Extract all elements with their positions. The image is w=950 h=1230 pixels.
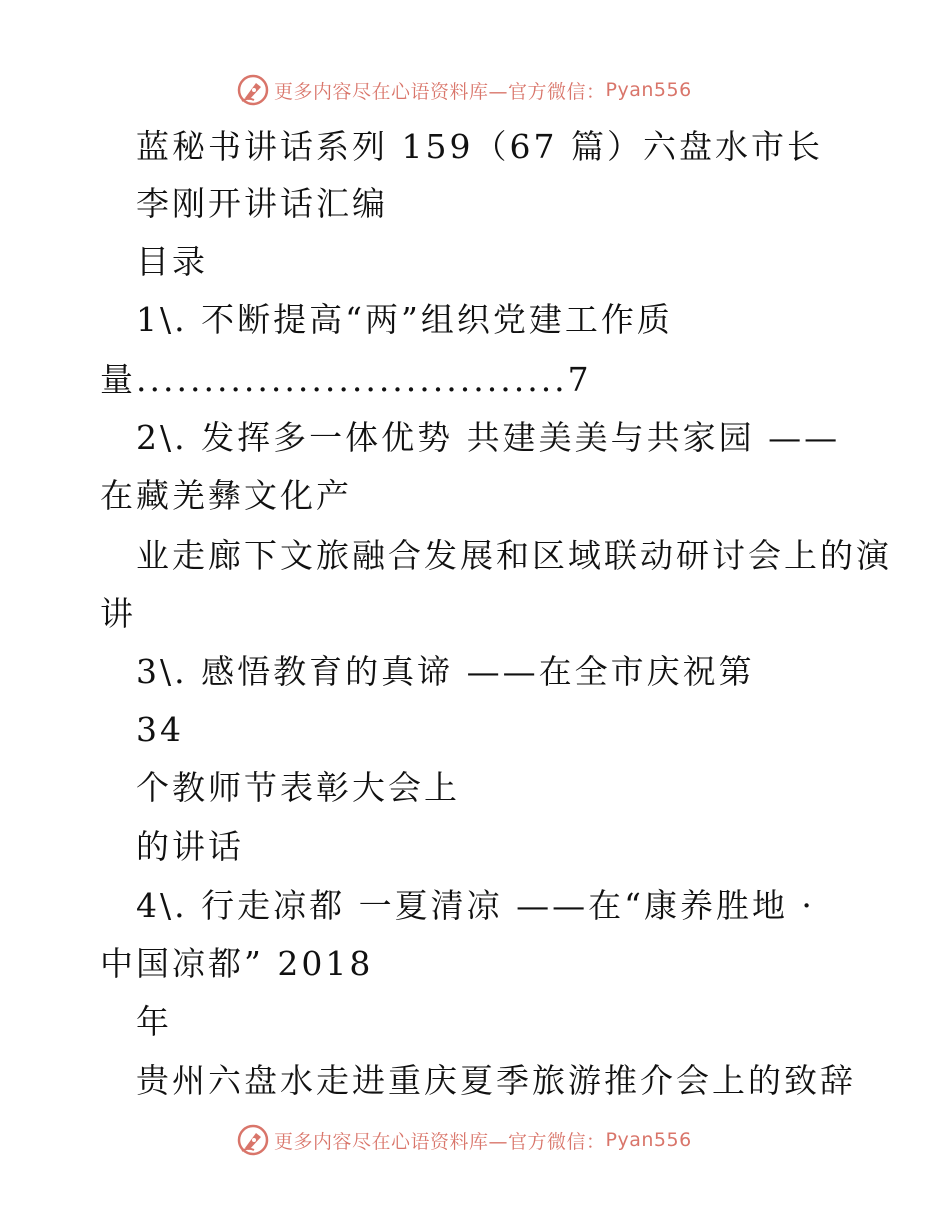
document-title-line-1: 蓝秘书讲话系列 159（67 篇）六盘水市长 [136, 127, 823, 166]
toc-heading: 目录 [136, 242, 208, 281]
toc-entry-3-line-3: 个教师节表彰大会上 [136, 768, 460, 807]
watermark-wechat-id: Pyan556 [605, 1129, 692, 1151]
toc-entry-3-line-4: 的讲话 [136, 827, 244, 866]
toc-entry-3-line-2: 34 [136, 710, 184, 749]
document-title-line-2: 李刚开讲话汇编 [136, 184, 388, 223]
toc-entry-2-line-4: 讲 [100, 594, 136, 633]
watermark-wechat-id: Pyan556 [605, 79, 692, 101]
toc-entry-1-line-2: 量................................7 [100, 360, 592, 399]
toc-entry-4-line-3: 年 [136, 1002, 172, 1041]
toc-entry-2-line-3: 业走廊下文旅融合发展和区域联动研讨会上的演 [136, 536, 892, 575]
watermark-text: 更多内容尽在心语资料库—官方微信： [274, 1130, 606, 1153]
watermark-text: 更多内容尽在心语资料库—官方微信： [274, 80, 606, 103]
toc-entry-2-line-2: 在藏羌彝文化产 [100, 476, 352, 515]
toc-entry-4-line-1: 4\. 行走凉都 一夏清凉 ——在“康养胜地 · [136, 886, 815, 925]
toc-entry-1-line-1: 1\. 不断提高“两”组织党建工作质 [136, 300, 673, 339]
footer-watermark [236, 1123, 692, 1157]
toc-entry-4-line-4: 贵州六盘水走进重庆夏季旅游推介会上的致辞 [136, 1061, 856, 1100]
toc-entry-2-line-1: 2\. 发挥多一体优势 共建美美与共家园 —— [136, 418, 841, 457]
toc-entry-4-line-2: 中国凉都” 2018 [100, 944, 374, 983]
header-watermark [236, 73, 692, 107]
pen-nib-logo-icon [236, 1123, 270, 1157]
toc-entry-3-line-1: 3\. 感悟教育的真谛 ——在全市庆祝第 [136, 652, 755, 691]
pen-nib-logo-icon [236, 73, 270, 107]
